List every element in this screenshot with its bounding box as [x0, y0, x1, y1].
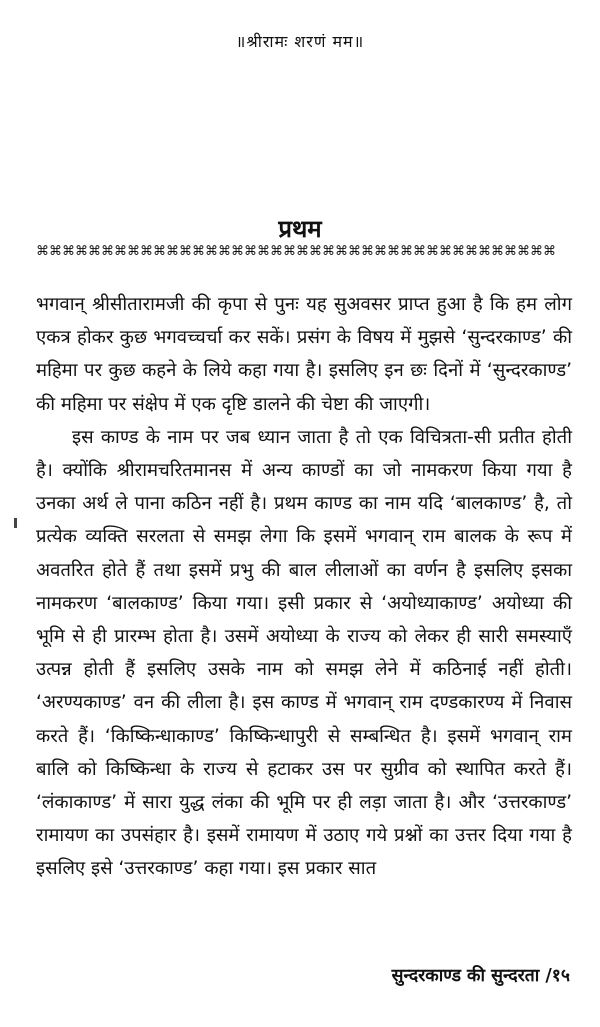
margin-mark: [14, 518, 17, 528]
page-invocation: ॥श्रीरामः शरणं मम॥: [235, 32, 365, 51]
page-footer: सुन्दरकाण्ड की सुन्दरता /१५: [391, 966, 570, 986]
chapter-title: प्रथम: [278, 215, 322, 243]
paragraph-1: भगवान् श्रीसीतारामजी की कृपा से पुनः यह सुअवसर प्राप्त हुआ है कि हम लोग एकत्र होकर कुछ भगवच्चर्चा कर सकें। प्रसंग के विषय में मुझसे ‘सुन्दरकाण्ड’ की महिमा पर कुछ कहने के लिये कहा गया है। इसलिए इन छः दिनों में ‘सुन्दरकाण्ड’ की महिमा पर संक्षेप में एक दृष्टि डालने की चेष्टा की जाएगी।: [36, 294, 572, 415]
paragraph-2: इस काण्ड के नाम पर जब ध्यान जाता है तो एक विचित्रता-सी प्रतीत होती है। क्योंकि श्रीरामचरितमानस में अन्य काण्डों का जो नामकरण किया गया है उनका अर्थ ले पाना कठिन नहीं है। प्रथम काण्ड का नाम यदि ‘बालकाण्ड’ है, तो प्रत्येक व्यक्ति सरलता से समझ लेगा कि इसमें भगवान् राम बालक के रूप में अवतरित होते हैं तथा इसमें प्रभु की बाल लीलाओं का वर्णन है इसलिए इसका नामकरण ‘बालकाण्ड’ किया गया। इसी प्रकार से ‘अयोध्याकाण्ड’ अयोध्या की भूमि से ही प्रारम्भ होता है। उसमें अयोध्या के राज्य को लेकर ही सारी समस्याएँ उत्पन्न होती हैं इसलिए उसके नाम को समझ लेने में कठिनाई नहीं होती। ‘अरण्यकाण्ड’ वन की लीला है। इस काण्ड में भगवान् राम दण्डकारण्य में निवास करते हैं। ‘किष्किन्धाकाण्ड’ किष्किन्धापुरी से सम्बन्धित है। इसमें भगवान् राम बालि को किष्किन्धा के राज्य से हटाकर उस पर सुग्रीव को स्थापित करते हैं। ‘लंकाकाण्ड’ में सारा युद्ध लंका की भूमि पर ही लड़ा जाता है। और ‘उत्तरकाण्ड’ रामायण का उपसंहार है। इसमें रामायण में उठाए गये प्रश्नों का उत्तर दिया गया है इसलिए इसे ‘उत्तरकाण्ड’ कहा गया। इस प्रकार सात: [36, 426, 572, 880]
ornamental-divider: ⌘⌘⌘⌘⌘⌘⌘⌘⌘⌘⌘⌘⌘⌘⌘⌘⌘⌘⌘⌘⌘⌘⌘⌘⌘⌘⌘⌘⌘⌘⌘⌘⌘⌘⌘⌘⌘⌘⌘⌘: [36, 244, 556, 259]
body-text: [36, 288, 572, 886]
